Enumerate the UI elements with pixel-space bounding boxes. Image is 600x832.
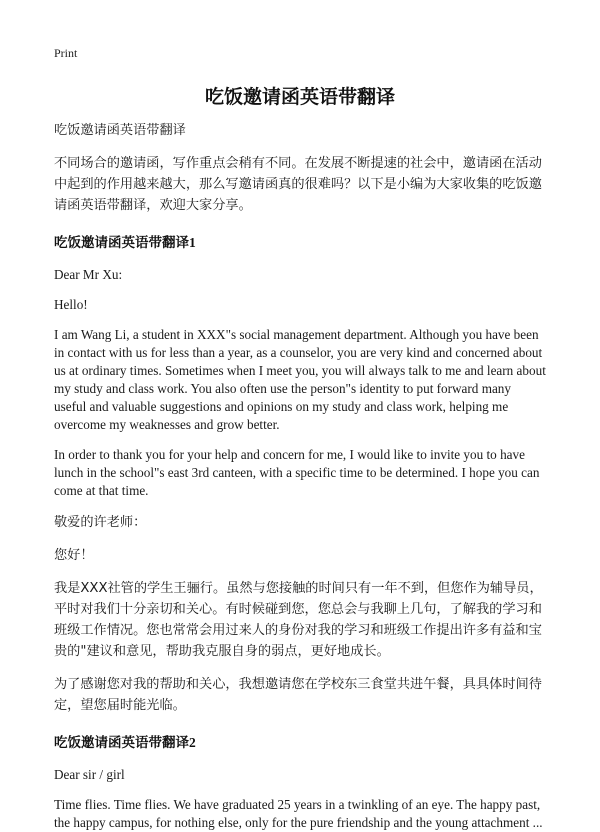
section2-heading: 吃饭邀请函英语带翻译2 bbox=[54, 735, 196, 750]
print-link[interactable]: Print bbox=[54, 46, 78, 60]
intro-paragraph: 不同场合的邀请函，写作重点会稍有不同。在发展不断提速的社会中，邀请函在活动中起到的作用越来越大，那么写邀请函真的很难吗？以下是小编为大家收集的吃饭邀请函英语带翻译，欢迎大家分享。 bbox=[54, 156, 542, 213]
section1-greeting: Hello! bbox=[54, 297, 88, 312]
section1-paragraph-1: I am Wang Li, a student in XXX"s social management department. Although you have been in contact with us for less than a year, as a counselor, you are very kind and concerned about us at ordinary times. Sometimes when I meet you, you will always talk to me and learn about my study and class work. You also often use the person"s identity to put forward many useful and valuable suggestions and opinions on my study and class work, helping me overcome my weaknesses and grow better. bbox=[54, 327, 546, 432]
section1-cn-greeting: 您好！ bbox=[54, 548, 94, 563]
document-body bbox=[54, 120, 546, 832]
subtitle: 吃饭邀请函英语带翻译 bbox=[54, 123, 186, 138]
page-title: 吃饭邀请函英语带翻译 bbox=[204, 86, 395, 108]
section1-salutation: Dear Mr Xu: bbox=[54, 267, 123, 282]
section1-cn-salutation: 敬爱的许老师： bbox=[54, 515, 147, 530]
section1-paragraph-2: In order to thank you for your help and concern for me, I would like to invite you to have lunch in the school"s east 3rd canteen, with a specific time to be determined. I hope you can come at that time. bbox=[54, 447, 540, 498]
section1-cn-paragraph-1: 我是XXX社管的学生王骊行。虽然与您接触的时间只有一年不到，但您作为辅导员，平时对我们十分亲切和关心。有时候碰到您，您总会与我聊上几句，了解我的学习和班级工作情况。您也常常会用过来人的身份对我的学习和班级工作提出许多有益和宝贵的"建议和意见，帮助我克服自身的弱点，更好地成长。 bbox=[54, 581, 543, 659]
section2-salutation: Dear sir / girl bbox=[54, 767, 125, 782]
section2-paragraph-1: Time flies. Time flies. We have graduated 25 years in a twinkling of an eye. The happy past, the happy campus, for nothing else, only for the pure friendship and the young attachment ... bbox=[54, 797, 543, 830]
section1-cn-paragraph-2: 为了感谢您对我的帮助和关心，我想邀请您在学校东三食堂共进午餐，具具体时间待定，望您届时能光临。 bbox=[54, 677, 542, 713]
section1-heading: 吃饭邀请函英语带翻译1 bbox=[54, 235, 196, 250]
